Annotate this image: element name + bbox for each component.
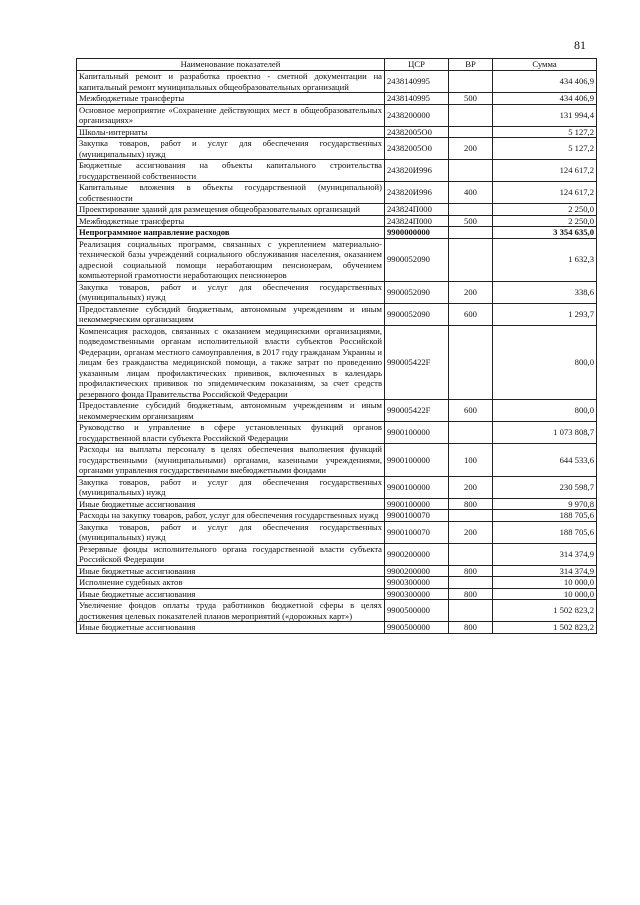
header-vr: ВР bbox=[449, 59, 493, 71]
cell-sum: 644 533,6 bbox=[493, 444, 597, 477]
table-header-row bbox=[77, 59, 597, 71]
cell-sum: 10 000,0 bbox=[493, 588, 597, 600]
cell-sum: 1 632,3 bbox=[493, 238, 597, 281]
cell-csr: 9900100070 bbox=[385, 510, 449, 522]
cell-sum: 338,6 bbox=[493, 281, 597, 303]
cell-csr: 9900200000 bbox=[385, 565, 449, 577]
cell-name: Иные бюджетные ассигнования bbox=[77, 565, 385, 577]
cell-name: Предоставление субсидий бюджетным, автономным учреждениям и иным некоммерческим организациям bbox=[77, 400, 385, 422]
table-row bbox=[77, 476, 597, 498]
table-row bbox=[77, 325, 597, 400]
cell-csr: 9900100000 bbox=[385, 422, 449, 444]
table-row bbox=[77, 577, 597, 589]
cell-name: Закупка товаров, работ и услуг для обеспечения государственных (муниципальных) нужд bbox=[77, 281, 385, 303]
cell-sum: 188 705,6 bbox=[493, 510, 597, 522]
cell-csr: 243820И996 bbox=[385, 182, 449, 204]
cell-vr bbox=[449, 227, 493, 239]
cell-sum: 1 293,7 bbox=[493, 303, 597, 325]
cell-vr: 600 bbox=[449, 400, 493, 422]
cell-sum: 314 374,9 bbox=[493, 543, 597, 565]
cell-vr: 200 bbox=[449, 138, 493, 160]
cell-name: Непрограммное направление расходов bbox=[77, 227, 385, 239]
cell-vr bbox=[449, 160, 493, 182]
cell-name: Основное мероприятие «Сохранение действующих мест в общеобразовательных организациях» bbox=[77, 104, 385, 126]
cell-sum: 1 502 823,2 bbox=[493, 622, 597, 634]
table-row bbox=[77, 160, 597, 182]
cell-vr: 800 bbox=[449, 622, 493, 634]
table-row bbox=[77, 138, 597, 160]
cell-csr: 9900052090 bbox=[385, 303, 449, 325]
table-row bbox=[77, 444, 597, 477]
cell-name: Предоставление субсидий бюджетным, автономным учреждениям и иным некоммерческим организациям bbox=[77, 303, 385, 325]
cell-vr: 800 bbox=[449, 588, 493, 600]
cell-name: Закупка товаров, работ и услуг для обеспечения государственных (муниципальных) нужд bbox=[77, 521, 385, 543]
table-row bbox=[77, 498, 597, 510]
table-row bbox=[77, 510, 597, 522]
cell-csr: 9900100000 bbox=[385, 444, 449, 477]
cell-vr: 400 bbox=[449, 182, 493, 204]
table-row bbox=[77, 400, 597, 422]
cell-sum: 434 406,9 bbox=[493, 71, 597, 93]
cell-name: Школы-интернаты bbox=[77, 126, 385, 138]
cell-name: Иные бюджетные ассигнования bbox=[77, 622, 385, 634]
cell-name: Закупка товаров, работ и услуг для обеспечения государственных (муниципальных) нужд bbox=[77, 138, 385, 160]
cell-vr bbox=[449, 238, 493, 281]
table-row bbox=[77, 182, 597, 204]
cell-sum: 188 705,6 bbox=[493, 521, 597, 543]
cell-name: Капитальные вложения в объекты государственной (муниципальной) собственности bbox=[77, 182, 385, 204]
cell-name: Реализация социальных программ, связанных с укреплением материально-технической базы учреждений социального обслуживания населения, оказанием адресной социальной помощи неработающим пенсионерам, обучением компьютерной грамотности неработающих пенсионеров bbox=[77, 238, 385, 281]
cell-name: Увеличение фондов оплаты труда работников бюджетной сферы в целях достижения целевых показателей планов мероприятий («дорожных карт») bbox=[77, 600, 385, 622]
budget-table bbox=[76, 58, 597, 634]
cell-csr: 9900100070 bbox=[385, 521, 449, 543]
cell-sum: 1 502 823,2 bbox=[493, 600, 597, 622]
table-row bbox=[77, 93, 597, 105]
table-row bbox=[77, 204, 597, 216]
cell-vr bbox=[449, 71, 493, 93]
table-row bbox=[77, 238, 597, 281]
cell-name: Руководство и управление в сфере установленных функций органов государственной власти субъекта Российской Федерации bbox=[77, 422, 385, 444]
cell-csr: 24382005О0 bbox=[385, 138, 449, 160]
cell-name: Бюджетные ассигнования на объекты капитального строительства государственной собственности bbox=[77, 160, 385, 182]
header-sum: Сумма bbox=[493, 59, 597, 71]
page-number: 81 bbox=[574, 38, 586, 52]
cell-csr: 9900100000 bbox=[385, 498, 449, 510]
table-row bbox=[77, 303, 597, 325]
cell-vr bbox=[449, 126, 493, 138]
cell-sum: 2 250,0 bbox=[493, 204, 597, 216]
cell-csr: 9900500000 bbox=[385, 622, 449, 634]
cell-csr: 243824П000 bbox=[385, 204, 449, 216]
cell-vr bbox=[449, 204, 493, 216]
cell-csr: 2438200000 bbox=[385, 104, 449, 126]
cell-sum: 1 073 808,7 bbox=[493, 422, 597, 444]
cell-csr: 24382005О0 bbox=[385, 126, 449, 138]
cell-sum: 800,0 bbox=[493, 325, 597, 400]
cell-vr: 500 bbox=[449, 93, 493, 105]
cell-sum: 10 000,0 bbox=[493, 577, 597, 589]
table-row bbox=[77, 521, 597, 543]
cell-vr: 800 bbox=[449, 498, 493, 510]
cell-name: Исполнение судебных актов bbox=[77, 577, 385, 589]
cell-sum: 800,0 bbox=[493, 400, 597, 422]
cell-name: Капитальный ремонт и разработка проектно - сметной документации на капитальный ремонт муниципальных общеобразовательных организаций bbox=[77, 71, 385, 93]
cell-vr: 500 bbox=[449, 215, 493, 227]
table-row bbox=[77, 126, 597, 138]
cell-vr bbox=[449, 422, 493, 444]
table-row bbox=[77, 215, 597, 227]
cell-sum: 131 994,4 bbox=[493, 104, 597, 126]
cell-csr: 9900300000 bbox=[385, 588, 449, 600]
cell-sum: 434 406,9 bbox=[493, 93, 597, 105]
cell-vr bbox=[449, 104, 493, 126]
cell-csr: 9900500000 bbox=[385, 600, 449, 622]
cell-csr: 990005422F bbox=[385, 325, 449, 400]
cell-name: Межбюджетные трансферты bbox=[77, 93, 385, 105]
cell-csr: 990005422F bbox=[385, 400, 449, 422]
cell-vr bbox=[449, 325, 493, 400]
table-row bbox=[77, 422, 597, 444]
header-name: Наименование показателей bbox=[77, 59, 385, 71]
cell-vr bbox=[449, 600, 493, 622]
cell-csr: 9900052090 bbox=[385, 238, 449, 281]
table-row bbox=[77, 622, 597, 634]
table-row bbox=[77, 71, 597, 93]
cell-vr bbox=[449, 543, 493, 565]
cell-sum: 5 127,2 bbox=[493, 138, 597, 160]
cell-csr: 2438140995 bbox=[385, 71, 449, 93]
table-row bbox=[77, 104, 597, 126]
cell-vr: 200 bbox=[449, 521, 493, 543]
cell-sum: 3 354 635,0 bbox=[493, 227, 597, 239]
cell-vr bbox=[449, 510, 493, 522]
cell-sum: 230 598,7 bbox=[493, 476, 597, 498]
cell-csr: 243824П000 bbox=[385, 215, 449, 227]
table-row bbox=[77, 588, 597, 600]
cell-name: Иные бюджетные ассигнования bbox=[77, 498, 385, 510]
header-csr: ЦСР bbox=[385, 59, 449, 71]
cell-name: Расходы на закупку товаров, работ, услуг для обеспечения государственных нужд bbox=[77, 510, 385, 522]
cell-name: Компенсация расходов, связанных с оказанием медицинскими организациями, подведомственными органам исполнительной власти субъектов Российской Федерации, органам местного самоуправления, в 2017 году гражданам Украины и лицам без гражданства медицинской помощи, а также затрат по проведению указанным лицам профилактических прививок, включенных в календарь профилактических прививок по эпидемическим показаниям, за счет средств резервного фонда Правительства Российской Федерации bbox=[77, 325, 385, 400]
cell-vr: 600 bbox=[449, 303, 493, 325]
cell-sum: 124 617,2 bbox=[493, 160, 597, 182]
cell-name: Закупка товаров, работ и услуг для обеспечения государственных (муниципальных) нужд bbox=[77, 476, 385, 498]
cell-csr: 9900000000 bbox=[385, 227, 449, 239]
table-row bbox=[77, 543, 597, 565]
cell-csr: 9900200000 bbox=[385, 543, 449, 565]
table-row bbox=[77, 565, 597, 577]
cell-name: Резервные фонды исполнительного органа государственной власти субъекта Российской Федерации bbox=[77, 543, 385, 565]
table-row bbox=[77, 227, 597, 239]
cell-name: Иные бюджетные ассигнования bbox=[77, 588, 385, 600]
cell-sum: 124 617,2 bbox=[493, 182, 597, 204]
cell-vr: 200 bbox=[449, 476, 493, 498]
cell-csr: 9900300000 bbox=[385, 577, 449, 589]
table-row bbox=[77, 281, 597, 303]
cell-name: Проектирование зданий для размещения общеобразовательных организаций bbox=[77, 204, 385, 216]
cell-vr: 800 bbox=[449, 565, 493, 577]
cell-csr: 9900052090 bbox=[385, 281, 449, 303]
cell-sum: 9 970,8 bbox=[493, 498, 597, 510]
cell-sum: 5 127,2 bbox=[493, 126, 597, 138]
cell-name: Расходы на выплаты персоналу в целях обеспечения выполнения функций государственными (муниципальными) органами, казенными учреждениями, органами управления государственными внебюджетными фондами bbox=[77, 444, 385, 477]
cell-sum: 314 374,9 bbox=[493, 565, 597, 577]
table-row bbox=[77, 600, 597, 622]
cell-sum: 2 250,0 bbox=[493, 215, 597, 227]
cell-name: Межбюджетные трансферты bbox=[77, 215, 385, 227]
cell-vr bbox=[449, 577, 493, 589]
cell-csr: 9900100000 bbox=[385, 476, 449, 498]
cell-vr: 200 bbox=[449, 281, 493, 303]
cell-csr: 243820И996 bbox=[385, 160, 449, 182]
cell-vr: 100 bbox=[449, 444, 493, 477]
cell-csr: 2438140995 bbox=[385, 93, 449, 105]
